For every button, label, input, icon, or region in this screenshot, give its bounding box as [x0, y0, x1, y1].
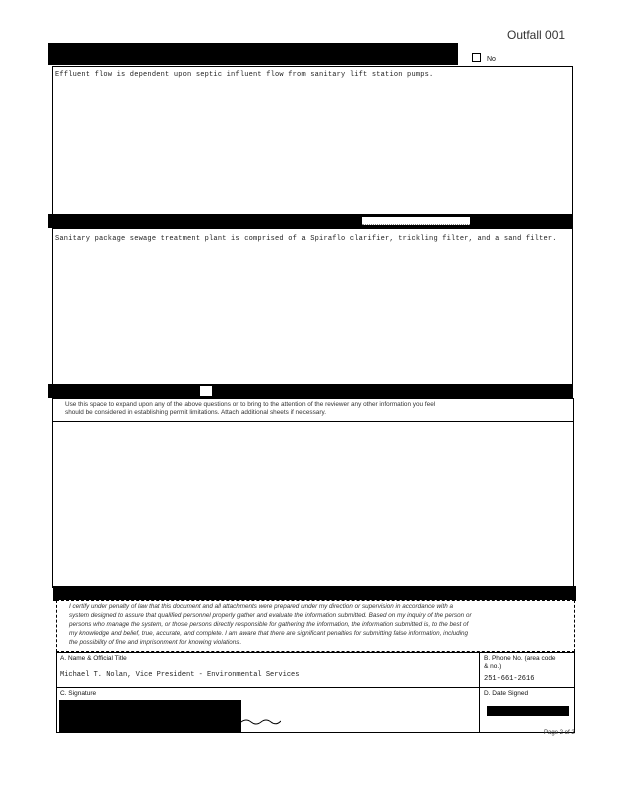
date-signed-label: D. Date Signed: [484, 690, 529, 697]
signature-scribble: [241, 716, 281, 726]
section1-header-bar: [48, 43, 458, 65]
section1-text: Effluent flow is dependent upon septic influent flow from sanitary lift station pumps.: [55, 71, 434, 79]
certification-line-4: my knowledge and belief, true, accurate, and complete. I am aware that there are significant penalties for submitting false information, including: [69, 630, 469, 637]
section3-instructions-divider: [53, 421, 573, 422]
phone-label-line2: & no.): [484, 663, 502, 670]
signature-redaction: [59, 700, 241, 732]
section2-header-bar: [48, 214, 573, 228]
section1-checkbox[interactable]: [472, 53, 481, 62]
certification-line-3: persons who manage the system, or those persons directly responsible for gathering the information, the information submitted is, to the best of: [69, 621, 469, 628]
phone-value: 251-661-2616: [484, 675, 535, 683]
section3-text-box[interactable]: [52, 398, 574, 588]
date-signed-field[interactable]: [479, 687, 575, 733]
date-redaction: [487, 706, 569, 716]
name-title-value: Michael T. Nolan, Vice President - Environmental Services: [60, 671, 300, 679]
outfall-label: Outfall 001: [507, 28, 566, 42]
page-number: Page 2 of 2: [544, 730, 575, 736]
phone-label-line1: B. Phone No. (area code: [484, 655, 556, 662]
certification-line-5: the possibility of fine and imprisonment for knowing violations.: [69, 639, 242, 646]
certification-header-bar: [53, 586, 576, 601]
section2-text: Sanitary package sewage treatment plant is comprised of a Spiraflo clarifier, trickling filter, and a sand filter.: [55, 235, 557, 243]
name-title-label: A. Name & Official Title: [60, 655, 127, 662]
section2-field-strip: [362, 217, 470, 225]
signature-field[interactable]: [56, 687, 480, 733]
section1-checkbox-label: No: [487, 56, 496, 63]
section3-header-bar: [48, 384, 573, 398]
section3-instructions-line1: Use this space to expand upon any of the above questions or to bring to the attention of the reviewer any other information you feel: [65, 401, 436, 408]
section3-header-white-mark: [200, 386, 212, 396]
name-title-field[interactable]: [56, 652, 480, 688]
phone-field[interactable]: [479, 652, 575, 688]
certification-line-1: I certify under penalty of law that this document and all attachments were prepared under my direction or supervision in accordance with a: [69, 603, 453, 610]
signature-label: C. Signature: [60, 690, 97, 697]
section3-instructions-line2: should be considered in establishing permit limitations. Attach additional sheets if necessary.: [65, 409, 326, 416]
section1-text-box[interactable]: [52, 66, 573, 216]
certification-line-2: system designed to assure that qualified personnel properly gather and evaluate the information submitted. Based on my inquiry of the person or: [69, 612, 472, 619]
certification-box: [56, 600, 575, 652]
section2-text-box[interactable]: [52, 228, 573, 386]
